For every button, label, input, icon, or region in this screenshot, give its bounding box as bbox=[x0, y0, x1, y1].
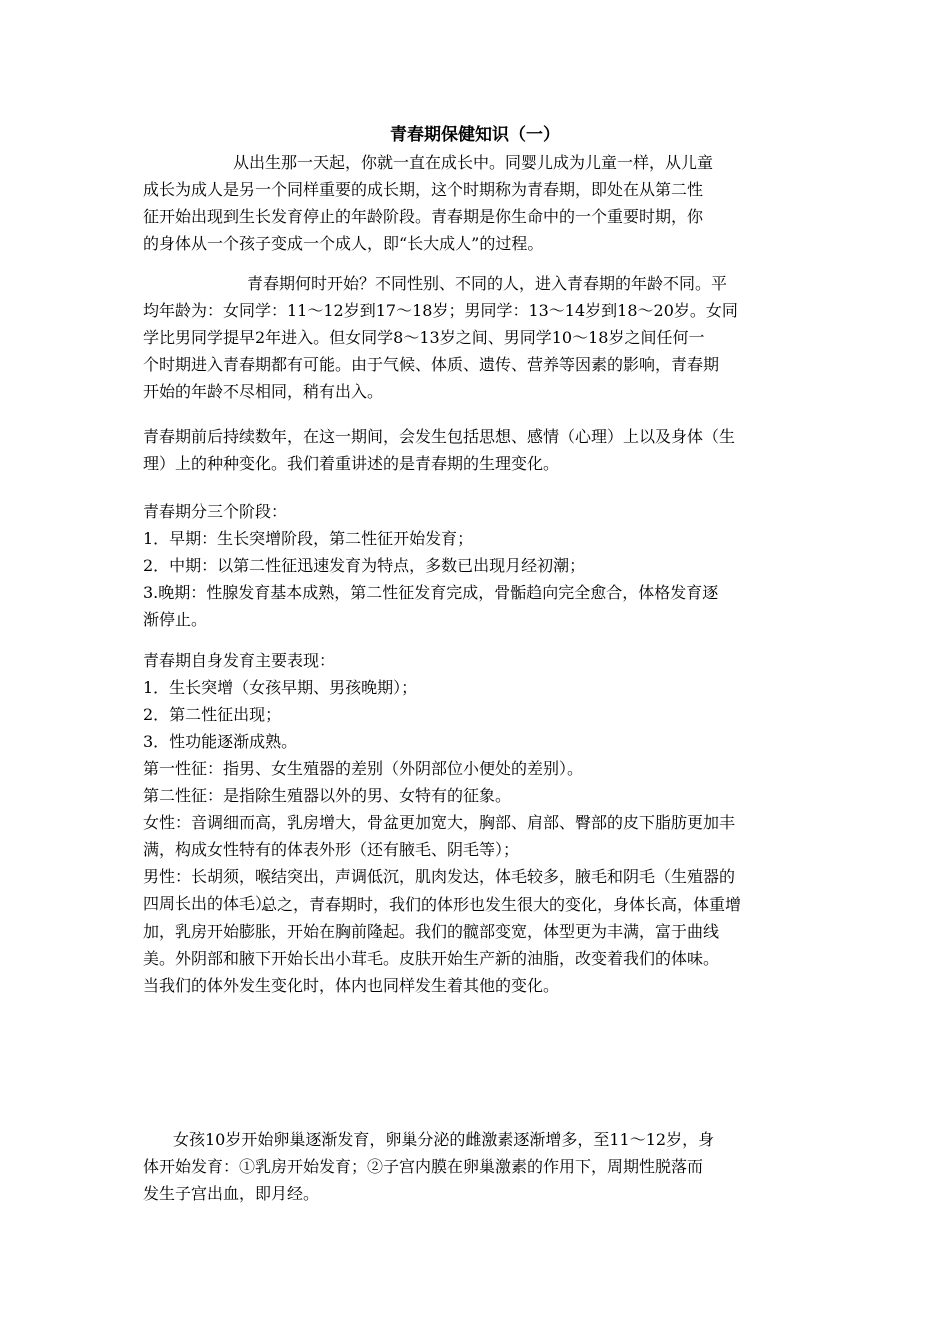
text-line: 个时期进入青春期都有可能。由于气候、体质、遗传、营养等因素的影响，青春期 bbox=[143, 355, 720, 374]
text-line: 理）上的种种变化。我们着重讲述的是青春期的生理变化。 bbox=[143, 454, 560, 473]
text-line: 第一性征：指男、女生殖器的差别（外阴部位小便处的差别）。 bbox=[143, 759, 584, 778]
text-line: 发生子宫出血，即月经。 bbox=[143, 1184, 320, 1203]
paragraph-growth-intro bbox=[143, 149, 807, 257]
text-line: 总之，青春期时，我们的体形也发生很大的变化，身体长高，体重增 bbox=[261, 895, 742, 914]
text-line: 第二性征：是指除生殖器以外的男、女特有的征象。 bbox=[143, 786, 512, 805]
list-item: 3．性功能逐渐成熟。 bbox=[143, 732, 298, 751]
list-item: 1．早期：生长突增阶段，第二性征开始发育； bbox=[143, 529, 474, 548]
paragraph-puberty-duration bbox=[143, 423, 807, 477]
list-heading: 青春期自身发育主要表现： bbox=[143, 651, 336, 670]
text-line: 体开始发育：①乳房开始发育；②子宫内膜在卵巢激素的作用下，周期性脱落而 bbox=[143, 1157, 704, 1176]
list-item: 渐停止。 bbox=[143, 610, 208, 629]
list-item: 2．中期：以第二性征迅速发育为特点，多数已出现月经初潮； bbox=[143, 556, 586, 575]
text-line: 成长为成人是另一个同样重要的成长期，这个时期称为青春期，即处在从第二性 bbox=[143, 180, 704, 199]
paragraph-ovary-development bbox=[143, 1126, 807, 1207]
text-line: 青春期何时开始？不同性别、不同的人，进入青春期的年龄不同。平 bbox=[247, 274, 728, 293]
list-item: 3.晚期：性腺发育基本成熟，第二性征发育完成，骨骺趋向完全愈合，体格发育逐 bbox=[143, 583, 719, 602]
text-line: 学比男同学提早2年进入。但女同学8～13岁之间、男同学10～18岁之间任何一 bbox=[143, 328, 705, 347]
text-line: 青春期前后持续数年，在这一期间，会发生包括思想、感情（心理）上以及身体（生 bbox=[143, 427, 736, 446]
text-line: 四周长出的体毛）。 bbox=[143, 894, 280, 913]
list-puberty-stages bbox=[143, 498, 807, 633]
paragraph-summary bbox=[143, 891, 807, 999]
paragraph-puberty-onset bbox=[143, 270, 807, 405]
text-line: 征开始出现到生长发育停止的年龄阶段。青春期是你生命中的一个重要时期，你 bbox=[143, 207, 704, 226]
text-line: 男性：长胡须，喉结突出，声调低沉，肌肉发达，体毛较多，腋毛和阴毛（生殖器的 bbox=[143, 867, 736, 886]
list-development-signs bbox=[143, 647, 807, 917]
document-title: 青春期保健知识（一） bbox=[390, 125, 560, 145]
text-line: 女孩10岁开始卵巢逐渐发育，卵巢分泌的雌激素逐渐增多，至11～12岁，身 bbox=[173, 1130, 715, 1149]
text-line: 的身体从一个孩子变成一个成人，即“长大成人”的过程。 bbox=[143, 234, 544, 253]
text-line: 美。外阴部和腋下开始长出小茸毛。皮肤开始生产新的油脂，改变着我们的体味。 bbox=[143, 949, 720, 968]
text-line: 满，构成女性特有的体表外形（还有腋毛、阴毛等）； bbox=[143, 840, 520, 859]
text-line: 女性：音调细而高，乳房增大，骨盆更加宽大，胸部、肩部、臀部的皮下脂肪更加丰 bbox=[143, 813, 736, 832]
text-line: 开始的年龄不尽相同，稍有出入。 bbox=[143, 382, 384, 401]
list-heading: 青春期分三个阶段： bbox=[143, 502, 288, 521]
text-line: 从出生那一天起，你就一直在成长中。同婴儿成为儿童一样，从儿童 bbox=[233, 153, 714, 172]
list-item: 2．第二性征出现； bbox=[143, 705, 282, 724]
text-line: 当我们的体外发生变化时，体内也同样发生着其他的变化。 bbox=[143, 976, 560, 995]
text-line: 均年龄为：女同学：11～12岁到17～18岁；男同学：13～14岁到18～20岁。女同 bbox=[143, 301, 738, 320]
list-item: 1．生长突增（女孩早期、男孩晚期）； bbox=[143, 678, 418, 697]
text-line: 加，乳房开始膨胀，开始在胸前隆起。我们的髋部变宽，体型更为丰满，富于曲线 bbox=[143, 922, 720, 941]
